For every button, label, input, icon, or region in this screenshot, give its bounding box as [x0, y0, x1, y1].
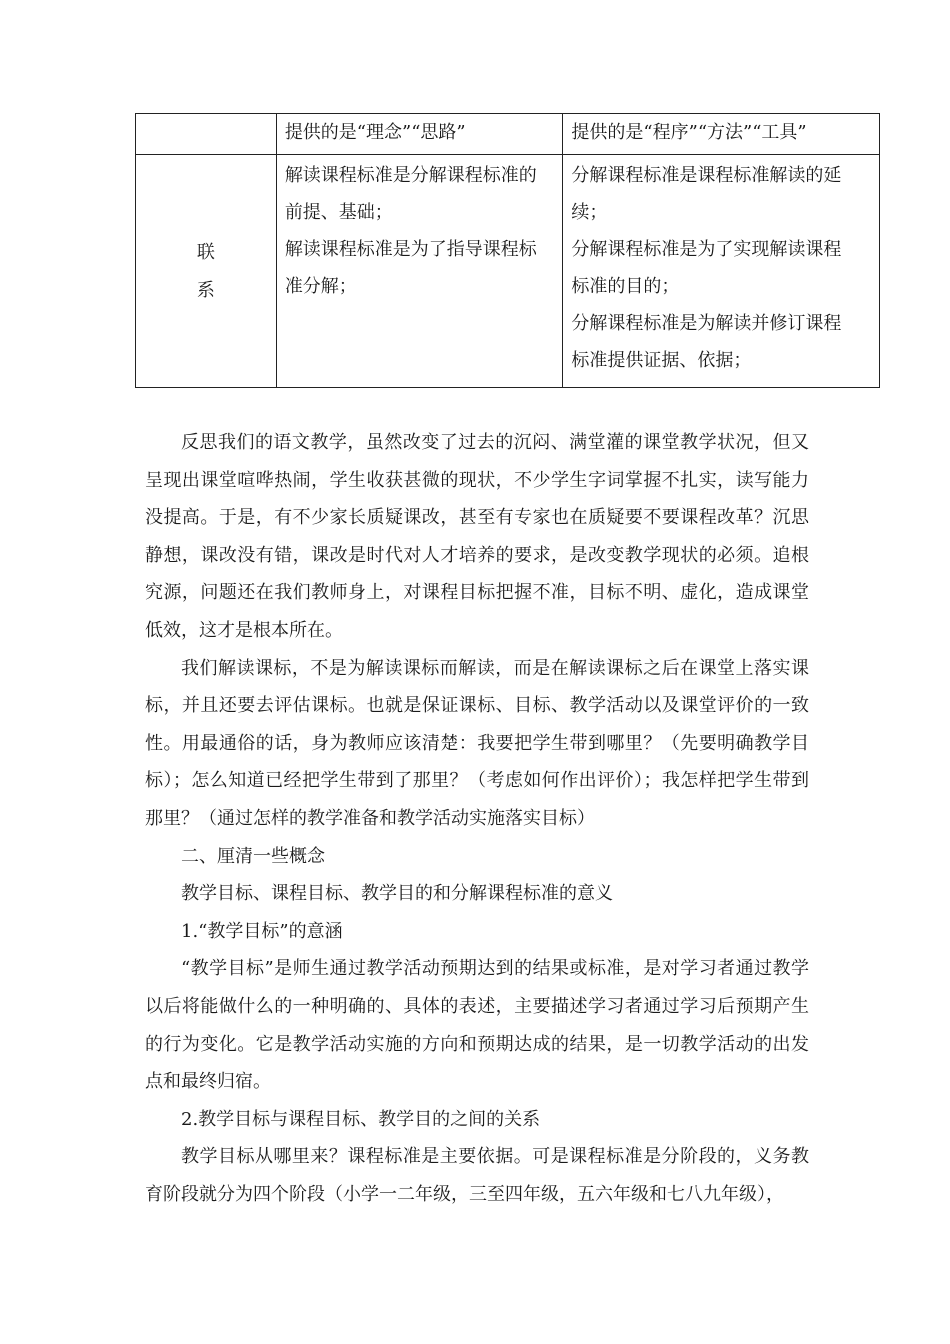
cell-line: 解读课程标准是为了指导课程标: [284, 239, 537, 260]
paragraph-interpret-standards: 我们解读课标，不是为解读课标而解读，而是在解读课标之后在课堂上落实课标，并且还要去评估课标。也就是保证课标、目标、教学活动以及课堂评价的一致性。用最通俗的话，身为教师应该清楚：我要把学生带到哪里？（先要明确教学目标）；怎么知道已经把学生带到了那里？（考虑如何作出评价）；我怎样把学生带到那里？（通过怎样的教学准备和教学活动实施落实目标）: [145, 657, 809, 829]
cell-line: 分解课程标准是为了实现解读课程: [571, 239, 842, 260]
row-header-char: 联: [196, 242, 215, 263]
comparison-table: [135, 113, 880, 388]
row-header-char: 系: [196, 280, 215, 301]
table-row: [136, 155, 880, 388]
cell-line: 标准提供证据、依据；: [571, 350, 752, 371]
section-heading: 二、厘清一些概念: [181, 845, 325, 867]
paragraph-goal-source: 教学目标从哪里来？课程标准是主要依据。可是课程标准是分阶段的，义务教育阶段就分为四个阶段（小学一二年级，三至四年级，五六年级和七八九年级），: [145, 1146, 809, 1205]
table-cell-interpret-provides: 提供的是“理念”“思路”: [276, 114, 563, 155]
cell-line: 分解课程标准是课程标准解读的延: [571, 165, 842, 186]
item-heading: 2.教学目标与课程目标、教学目的之间的关系: [181, 1108, 541, 1130]
cell-line: 解读课程标准是分解课程标准的: [284, 165, 537, 186]
paragraph-teaching-goal-definition: “教学目标”是师生通过教学活动预期达到的结果或标准，是对学习者通过教学以后将能做什么的一种明确的、具体的表述，主要描述学习者通过学习后预期产生的行为变化。它是教学活动实施的方向和预期达成的结果，是一切教学活动的出发点和最终归宿。: [145, 958, 809, 1093]
item-heading: 1.“教学目标”的意涵: [181, 920, 343, 942]
table-cell-decompose-provides: 提供的是“程序”“方法”“工具”: [563, 114, 880, 155]
table-cell-decompose-connection: [563, 155, 880, 388]
cell-line: 准分解；: [284, 276, 357, 297]
cell-line: 分解课程标准是为解读并修订课程: [571, 313, 842, 334]
table-row-header-connection: [136, 155, 277, 388]
subsection-heading: 教学目标、课程目标、教学目的和分解课程标准的意义: [181, 883, 613, 905]
cell-line: 前提、基础；: [284, 202, 393, 223]
cell-line: 标准的目的；: [571, 276, 680, 297]
table-row: [136, 114, 880, 155]
body-text: [145, 424, 809, 1213]
cell-line: 续；: [571, 202, 608, 223]
table-cell-interpret-connection: [276, 155, 563, 388]
paragraph-reflection: 反思我们的语文教学，虽然改变了过去的沉闷、满堂灌的课堂教学状况，但又呈现出课堂喧哗热闹，学生收获甚微的现状，不少学生字词掌握不扎实，读写能力没提高。于是，有不少家长质疑课改，甚至有专家也在质疑要不要课程改革？沉思静想，课改没有错，课改是时代对人才培养的要求，是改变教学现状的必须。追根究源，问题还在我们教师身上，对课程目标把握不准，目标不明、虚化，造成课堂低效，这才是根本所在。: [145, 432, 809, 641]
table-cell-empty: [136, 114, 277, 155]
